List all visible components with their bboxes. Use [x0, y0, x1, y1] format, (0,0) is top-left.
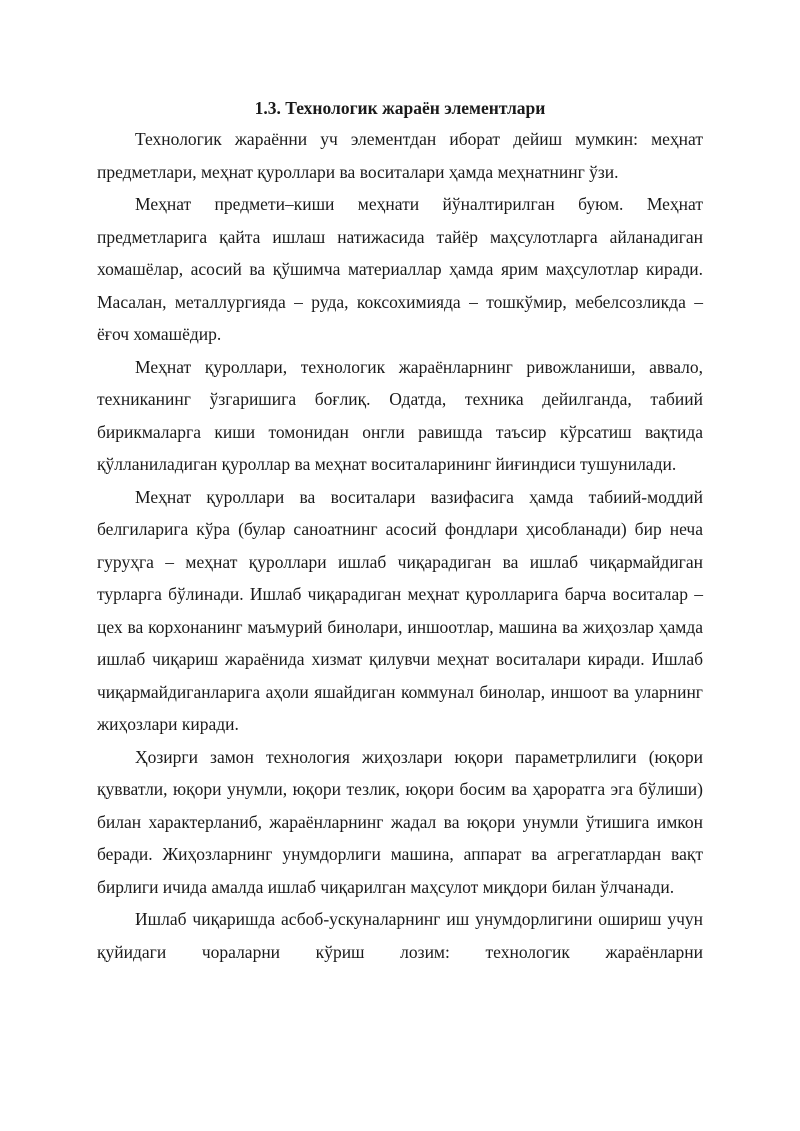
paragraph: Ишлаб чиқаришда асбоб-ускуналарнинг иш унумдорлигини ошириш учун қуйидаги чораларни кўриш лозим: технологик жараёнларни: [97, 909, 703, 962]
paragraph: Технологик жараённи уч элементдан иборат дейиш мумкин: меҳнат предметлари, меҳнат қуроллари ва воситалари ҳамда меҳнатнинг ўзи.: [97, 129, 703, 182]
paragraph: Меҳнат қуроллари ва воситалари вазифасига ҳамда табиий-моддий белгиларига кўра (булар саноатнинг асосий фондлари ҳисобланади) бир неча гуруҳга – меҳнат қуроллари ишлаб чиқарадиган ва ишлаб чиқармайдиган турларга бўлинади. Ишлаб чиқарадиган меҳнат қуролларига барча воситалар – цех ва корхонанинг маъмурий бинолари, иншоотлар, машина ва жиҳозлар ҳамда ишлаб чиқариш жараёнида хизмат қилувчи меҳнат воситалари киради. Ишлаб чиқармайдиганларига аҳоли яшайдиган коммунал бинолар, иншоот ва уларнинг жиҳозлари киради.: [97, 486, 703, 734]
paragraph: Ҳозирги замон технология жиҳозлари юқори параметрлилиги (юқори қувватли, юқори унумли, юқори тезлик, юқори босим ва ҳароратга эга бўлиши) билан характерланиб, жараёнларнинг жадал ва юқори унумли ўтишига имкон беради. Жиҳозларнинг унумдорлиги машина, аппарат ва агрегатлардан вақт бирлиги ичида амалда ишлаб чиқарилган маҳсулот миқдори билан ўлчанади.: [97, 746, 703, 897]
paragraph: Меҳнат предмети–киши меҳнати йўналтирилган буюм. Меҳнат предметларига қайта ишлаш натижасида тайёр маҳсулотларга айланадиган хомашёлар, асосий ва қўшимча материаллар ҳамда ярим маҳсулотлар киради. Масалан, металлургияда – руда, коксохимияда – тошкўмир, мебелсозликда – ёғоч хомашёдир.: [97, 194, 703, 344]
paragraph: Меҳнат қуроллари, технологик жараёнларнинг ривожланиши, аввало, техниканинг ўзгаришига боғлиқ. Одатда, техника дейилганда, табиий бирикмаларга киши томонидан онгли равишда таъсир кўрсатиш вақтида қўлланиладиган қуроллар ва меҳнат воситаларининг йиғиндиси тушунилади.: [97, 356, 703, 474]
section-title: 1.3. Технологик жараён элементлари: [254, 98, 546, 118]
document-body: [97, 94, 703, 968]
